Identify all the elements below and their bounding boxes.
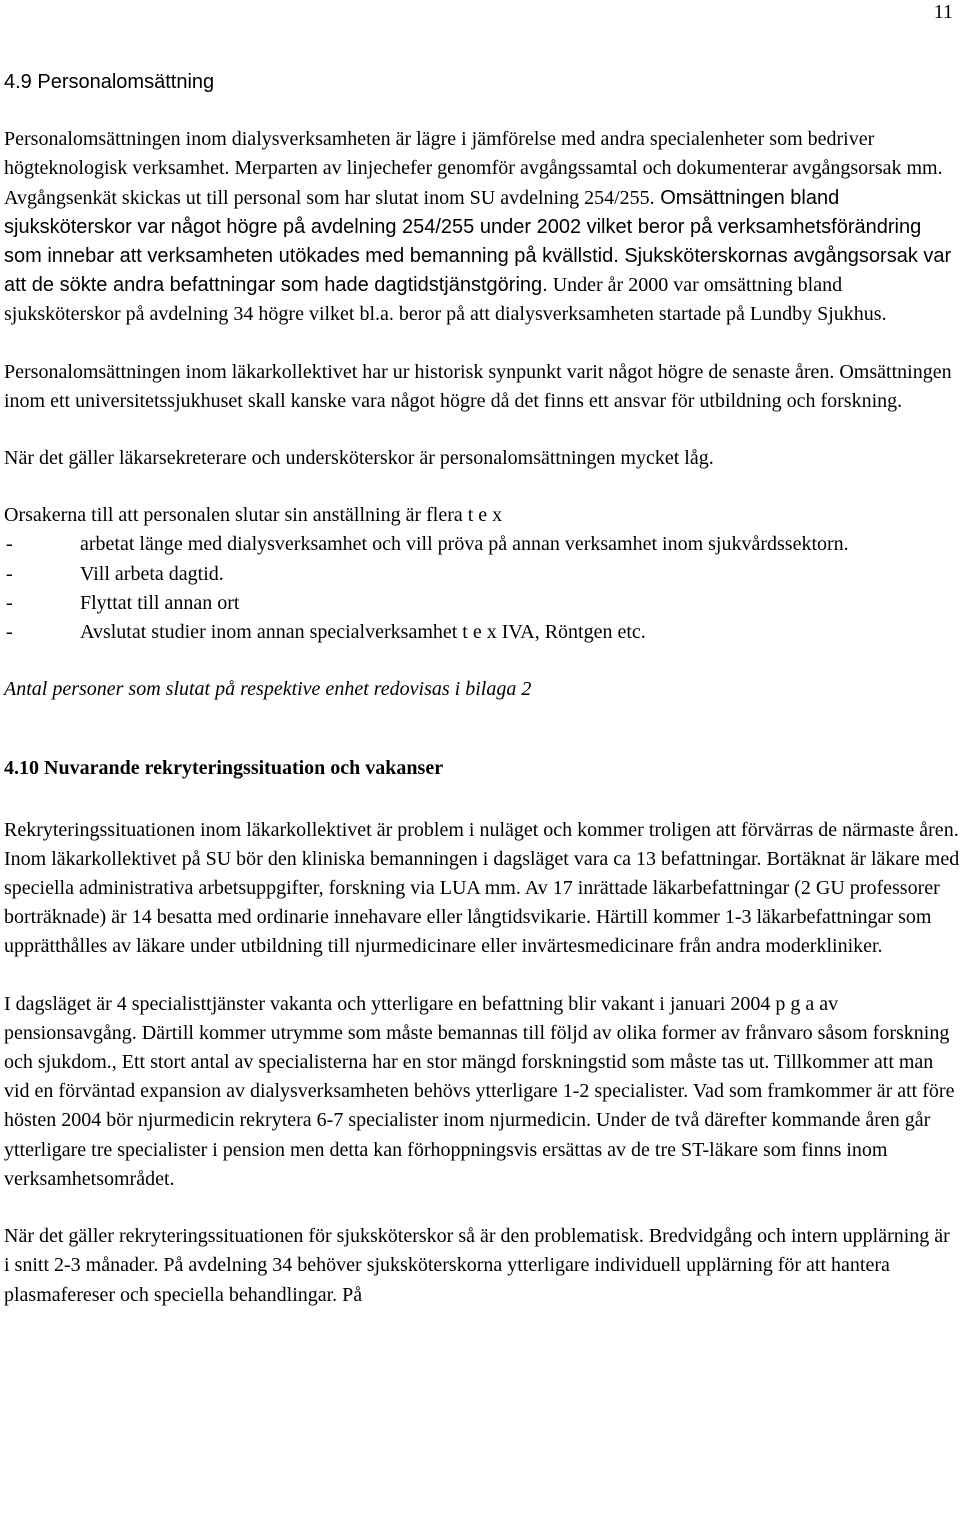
reasons-block: [4, 501, 960, 647]
document-body: [4, 68, 960, 1338]
appendix-note: Antal personer som slutat på respektive enhet redovisas i bilaga 2: [4, 678, 532, 701]
page-number: 11: [933, 1, 953, 23]
list-item-text: Vill arbeta dagtid.: [80, 562, 224, 585]
paragraph-turnover-low: När det gäller läkarsekreterare och undersköterskor är personalomsättningen mycket låg.: [4, 447, 714, 470]
paragraph-turnover-physicians: Personalomsättningen inom läkarkollektivet har ur historisk synpunkt varit något högre de senaste åren. Omsättningen inom ett universitetssjukhuset skall kanske vara något högre då det finns ett ansvar för utbildning och forskning.: [4, 360, 952, 412]
list-item-text: Avslutat studier inom annan specialverksamhet t e x IVA, Röntgen etc.: [80, 621, 646, 644]
list-dash: -: [6, 533, 13, 556]
paragraph-part: Personalomsättningen inom dialysverksamheten är lägre i jämförelse med andra specialenheter som bedriver högteknologisk verksamhet. Merparten av linjechefer genomför avgångssamtal och dokumenterar avgångsorsak mm. Avgångsenkät skickas ut till personal som har slutat inom SU avdelning 254/255.: [4, 128, 943, 209]
list-dash: -: [6, 591, 13, 614]
section-heading-4-10: 4.10 Nuvarande rekryteringssituation och vakanser: [4, 757, 444, 780]
list-item: [4, 618, 960, 647]
list-item-text: Flyttat till annan ort: [80, 591, 240, 614]
list-item: [4, 589, 960, 618]
paragraph-part-sans: Omsättningen bland sjuksköterskor var något högre på avdelning 254/255 under 2002 vilket beror på verksamhetsförändring som innebar att verksamheten utökades med bemanning på kvällstid. Sjuksköterskornas avgångsorsak var att de sökte andra befattningar som hade dagtidstjänstgöring.: [4, 186, 952, 297]
paragraph-vacancies: I dagsläget är 4 specialisttjänster vakanta och ytterligare en befattning blir vakant i januari 2004 p g a av pensionsavgång. Därtill kommer utrymme som måste bemannas till följd av olika former av frånvaro såsom forskning och sjukdom., Ett stort antal av specialisterna har en stor mängd forskningstid som måste tas ut. Tillkommer att man vid en förväntad expansion av dialysverksamheten behövs ytterligare 1-2 specialister. Vad som framkommer är att före hösten 2004 bör njurmedicin rekrytera 6-7 specialister inom njurmedicin. Under de två därefter kommande åren går ytterligare tre specialister i pension men detta kan förhoppningsvis ersättas av de tre ST-läkare som finns inom verksamhetsområdet.: [4, 992, 955, 1190]
section-heading-4-9: 4.9 Personalomsättning: [4, 71, 215, 93]
list-item: [4, 530, 960, 559]
list-item: [4, 560, 960, 589]
reasons-intro: Orsakerna till att personalen slutar sin anställning är flera t e x: [4, 504, 503, 527]
paragraph-recruitment-physicians: Rekryteringssituationen inom läkarkollektivet är problem i nuläget och kommer troligen att förvärras de närmaste åren. Inom läkarkollektivet på SU bör den kliniska bemanningen i dagsläget vara ca 13 befattningar. Bortäknat är läkare med speciella administrativa arbetsuppgifter, forskning via LUA mm. Av 17 inrättade läkarbefattningar (2 GU professorer borträknade) är 14 besatta med ordinarie innehavare eller långtidsvikarie. Härtill kommer 1-3 läkarbefattningar som upprätthålles av läkare under utbildning till njurmedicinare eller invärtesmedicinare från andra moderkliniker.: [4, 818, 960, 958]
paragraph-turnover-dialysis: [4, 125, 960, 329]
paragraph-part: Under år 2000 var omsättning bland sjuksköterskor på avdelning 34 högre vilket bl.a. beror på att dialysverksamheten startade på Lundby Sjukhus.: [4, 274, 887, 326]
list-dash: -: [6, 621, 13, 644]
reasons-list: [4, 530, 960, 647]
list-item-text: arbetat länge med dialysverksamhet och vill pröva på annan verksamhet inom sjukvårdssektorn.: [80, 533, 849, 556]
list-dash: -: [6, 562, 13, 585]
paragraph-recruitment-nurses: När det gäller rekryteringssituationen för sjuksköterskor så är den problematisk. Bredvidgång och intern upplärning är i snitt 2-3 månader. På avdelning 34 behöver sjuksköterskorna ytterligare individuell upplärning för att hantera plasmafereser och speciella behandlingar. På: [4, 1225, 950, 1306]
